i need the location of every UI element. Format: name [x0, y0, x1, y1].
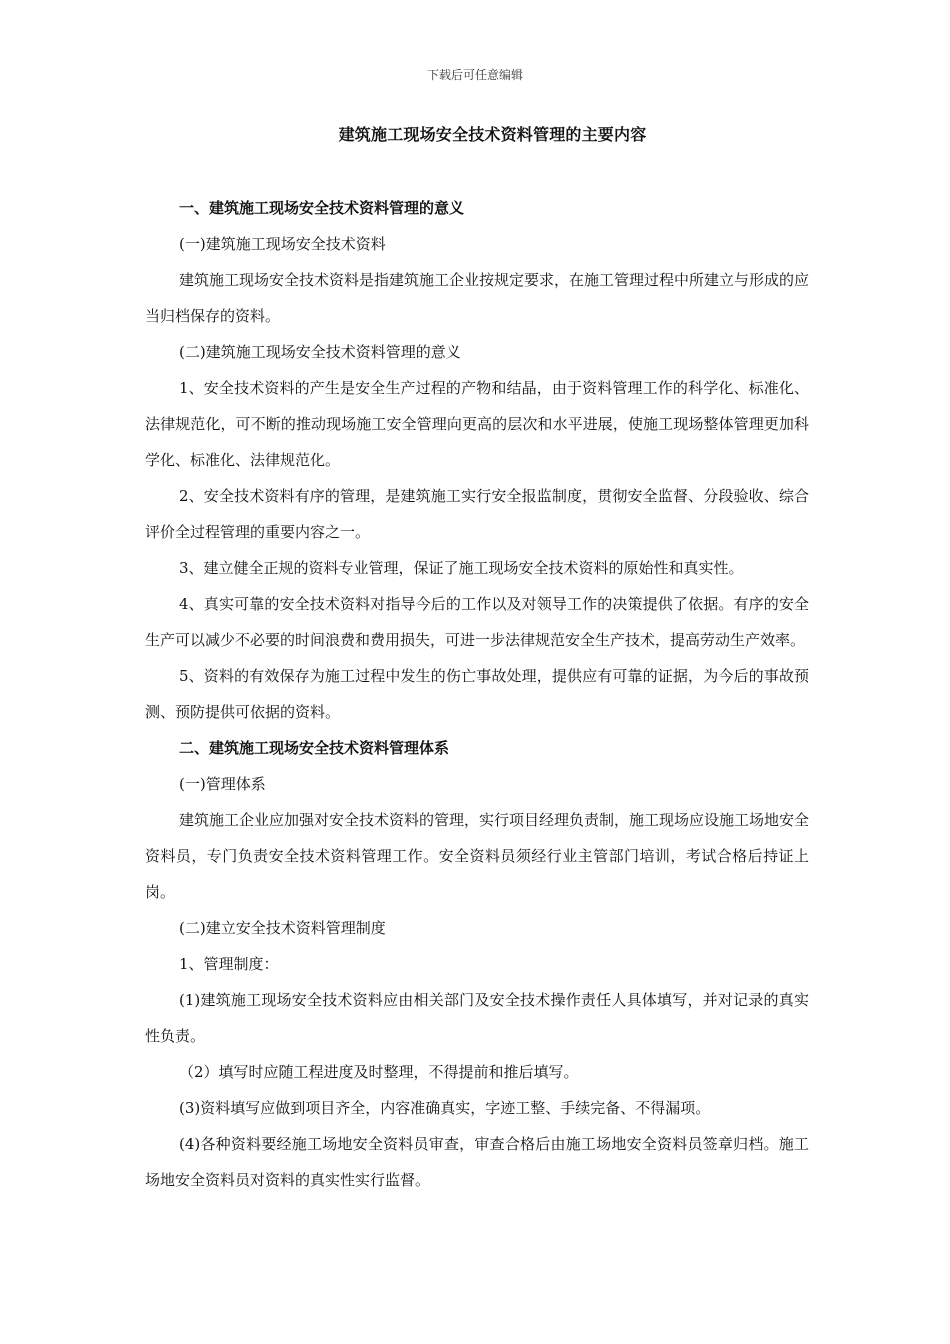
body-paragraph: 1、管理制度：: [179, 955, 279, 973]
body-paragraph: 2、安全技术资料有序的管理，是建筑施工实行安全报监制度，贯彻安全监督、分段验收、综合评价全过程管理的重要内容之一。: [145, 487, 809, 541]
document-title: 建筑施工现场安全技术资料管理的主要内容: [338, 125, 647, 144]
subsection-heading: (二)建筑施工现场安全技术资料管理的意义: [179, 343, 461, 361]
subsection-heading: (一)管理体系: [179, 775, 266, 793]
body-paragraph: 4、真实可靠的安全技术资料对指导今后的工作以及对领导工作的决策提供了依据。有序的安全生产可以减少不必要的时间浪费和费用损失，可进一步法律规范安全生产技术，提高劳动生产效率。: [145, 595, 809, 649]
body-paragraph: （2）填写时应随工程进度及时整理，不得提前和推后填写。: [179, 1063, 579, 1081]
section-heading-1: 一、建筑施工现场安全技术资料管理的意义: [179, 199, 465, 217]
body-paragraph: 3、建立健全正规的资料专业管理，保证了施工现场安全技术资料的原始性和真实性。: [179, 559, 744, 577]
subsection-heading: (一)建筑施工现场安全技术资料: [179, 235, 386, 253]
body-paragraph: 建筑施工现场安全技术资料是指建筑施工企业按规定要求，在施工管理过程中所建立与形成的应当归档保存的资料。: [145, 271, 810, 325]
subsection-heading: (二)建立安全技术资料管理制度: [179, 919, 386, 937]
header-note: 下载后可任意编辑: [426, 68, 523, 82]
document-body: [145, 190, 809, 1198]
section-heading-2: 二、建筑施工现场安全技术资料管理体系: [179, 739, 450, 757]
body-paragraph: (4)各种资料要经施工场地安全资料员审查，审查合格后由施工场地安全资料员签章归档。施工场地安全资料员对资料的真实性实行监督。: [145, 1135, 809, 1189]
body-paragraph: (1)建筑施工现场安全技术资料应由相关部门及安全技术操作责任人具体填写，并对记录的真实性负责。: [145, 991, 809, 1045]
body-paragraph: 5、资料的有效保存为施工过程中发生的伤亡事故处理，提供应有可靠的证据，为今后的事故预测、预防提供可依据的资料。: [145, 667, 809, 721]
body-paragraph: 1、安全技术资料的产生是安全生产过程的产物和结晶，由于资料管理工作的科学化、标准化、法律规范化，可不断的推动现场施工安全管理向更高的层次和水平进展，使施工现场整体管理更加科学化、标准化、法律规范化。: [145, 379, 809, 469]
body-paragraph: (3)资料填写应做到项目齐全，内容准确真实，字迹工整、手续完备、不得漏项。: [179, 1099, 711, 1117]
body-paragraph: 建筑施工企业应加强对安全技术资料的管理，实行项目经理负责制，施工现场应设施工场地安全资料员，专门负责安全技术资料管理工作。安全资料员须经行业主管部门培训，考试合格后持证上岗。: [145, 811, 810, 901]
